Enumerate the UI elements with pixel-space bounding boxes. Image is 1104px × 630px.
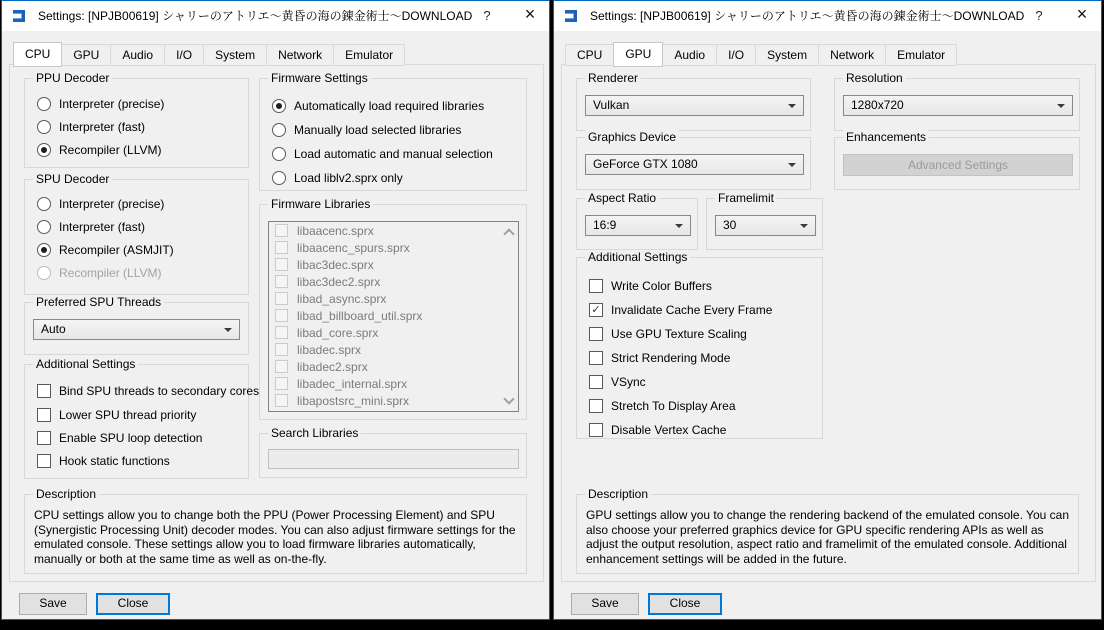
check-icon: ✓ xyxy=(591,304,601,316)
checkbox-bind-spu-threads[interactable]: Bind SPU threads to secondary cores xyxy=(37,384,259,398)
window-title: Settings: [NPJB00619] シャリーのアトリエ～黄昏の海の錬金術士～DOWNLOAD xyxy=(38,9,473,23)
radio-spu-interpreter-precise[interactable]: Interpreter (precise) xyxy=(37,197,164,211)
group-label: Renderer xyxy=(585,71,641,85)
radio-ppu-interpreter-precise[interactable]: Interpreter (precise) xyxy=(37,97,164,111)
group-firmware-libraries xyxy=(259,197,527,420)
rpcs3-logo-icon xyxy=(12,8,29,24)
tab-network[interactable]: Network xyxy=(818,44,886,66)
dropdown-arrow-icon xyxy=(1057,104,1065,108)
checkbox-icon xyxy=(275,343,288,356)
tab-cpu[interactable]: CPU xyxy=(13,42,62,67)
tab-bar xyxy=(13,42,404,66)
tab-emulator[interactable]: Emulator xyxy=(885,44,957,66)
tab-network[interactable]: Network xyxy=(266,44,334,66)
group-aspect-ratio xyxy=(576,191,698,250)
save-button[interactable]: Save xyxy=(19,593,87,615)
checkbox-icon xyxy=(589,351,603,365)
checkbox-icon xyxy=(37,431,51,445)
radio-icon xyxy=(37,220,51,234)
dropdown-arrow-icon xyxy=(675,224,683,228)
titlebar[interactable] xyxy=(554,1,1101,31)
radio-icon xyxy=(37,197,51,211)
tab-emulator[interactable]: Emulator xyxy=(333,44,405,66)
settings-window-gpu xyxy=(553,0,1102,620)
close-button[interactable]: Close xyxy=(648,593,722,615)
library-item: libaacenc.sprx xyxy=(269,222,518,239)
titlebar[interactable] xyxy=(2,1,549,31)
dropdown-arrow-icon xyxy=(800,224,808,228)
library-item: libadec_internal.sprx xyxy=(269,375,518,392)
group-label: Preferred SPU Threads xyxy=(33,295,164,309)
settings-window-cpu xyxy=(1,0,550,620)
library-item: libac3dec.sprx xyxy=(269,256,518,273)
dropdown-arrow-icon xyxy=(788,104,796,108)
group-search-libraries xyxy=(259,426,527,478)
checkbox-lower-spu-priority[interactable]: Lower SPU thread priority xyxy=(37,408,196,422)
help-icon[interactable]: ? xyxy=(483,8,491,23)
checkbox-gpu-texture-scaling[interactable]: Use GPU Texture Scaling xyxy=(589,327,747,341)
group-additional-settings-cpu xyxy=(24,357,260,479)
group-label: Resolution xyxy=(843,71,906,85)
group-label: Description xyxy=(33,487,99,501)
close-button[interactable]: Close xyxy=(96,593,170,615)
radio-ppu-interpreter-fast[interactable]: Interpreter (fast) xyxy=(37,120,145,134)
renderer-dropdown[interactable]: Vulkan xyxy=(585,95,804,116)
tab-gpu[interactable]: GPU xyxy=(61,44,111,66)
tab-bar xyxy=(565,42,956,66)
radio-spu-interpreter-fast[interactable]: Interpreter (fast) xyxy=(37,220,145,234)
vertical-scrollbar xyxy=(501,223,517,410)
group-additional-settings-gpu xyxy=(576,250,823,439)
checkbox-icon xyxy=(275,258,288,271)
tab-gpu[interactable]: GPU xyxy=(613,42,663,67)
radio-disabled-icon xyxy=(37,266,51,280)
description-text: CPU settings allow you to change both the PPU (Power Processing Element) and SPU (Synergistic Processing Unit) decoder modes. You can also adjust firmware settings for the emulated console. These settings allow you to load firmware libraries automatically, manually or both at the same time as well as on-the-fly. xyxy=(34,508,516,566)
aspect-ratio-dropdown[interactable]: 16:9 xyxy=(585,215,691,236)
group-description xyxy=(24,487,527,574)
group-label: Enhancements xyxy=(843,130,929,144)
group-resolution xyxy=(834,71,1080,131)
group-label: Description xyxy=(585,487,651,501)
checkbox-checked-icon xyxy=(589,303,603,317)
group-enhancements xyxy=(834,130,1080,190)
group-preferred-spu-threads xyxy=(24,295,249,355)
tab-system[interactable]: System xyxy=(755,44,819,66)
group-label: Additional Settings xyxy=(585,250,690,264)
checkbox-hook-static-functions[interactable]: Hook static functions xyxy=(37,454,170,468)
close-icon[interactable]: × xyxy=(1076,4,1088,24)
library-item: libad_async.sprx xyxy=(269,290,518,307)
checkbox-stretch-to-display-area[interactable]: Stretch To Display Area xyxy=(589,399,736,413)
checkbox-spu-loop-detection[interactable]: Enable SPU loop detection xyxy=(37,431,202,445)
radio-selected-icon xyxy=(272,99,286,113)
checkbox-icon xyxy=(275,292,288,305)
framelimit-dropdown[interactable]: 30 xyxy=(715,215,816,236)
advanced-settings-button: Advanced Settings xyxy=(843,154,1073,176)
group-ppu-decoder xyxy=(24,71,249,168)
checkbox-icon xyxy=(37,454,51,468)
radio-icon xyxy=(37,97,51,111)
checkbox-icon xyxy=(275,360,288,373)
close-icon[interactable]: × xyxy=(524,4,536,24)
checkbox-icon xyxy=(275,241,288,254)
checkbox-disable-vertex-cache[interactable]: Disable Vertex Cache xyxy=(589,423,726,437)
radio-load-auto-and-manual[interactable]: Load automatic and manual selection xyxy=(272,147,493,161)
group-label: Graphics Device xyxy=(585,130,679,144)
dropdown-arrow-icon xyxy=(224,328,232,332)
window-title: Settings: [NPJB00619] シャリーのアトリエ～黄昏の海の錬金術士～DOWNLOAD xyxy=(590,9,1025,23)
group-label: Firmware Settings xyxy=(268,71,371,85)
dropdown-arrow-icon xyxy=(788,163,796,167)
group-label: Aspect Ratio xyxy=(585,191,659,205)
radio-load-liblv2-only[interactable]: Load liblv2.sprx only xyxy=(272,171,403,185)
checkbox-vsync[interactable]: VSync xyxy=(589,375,646,389)
resolution-dropdown[interactable]: 1280x720 xyxy=(843,95,1073,116)
group-firmware-settings xyxy=(259,71,527,191)
group-spu-decoder xyxy=(24,172,249,295)
checkbox-icon xyxy=(37,384,51,398)
radio-selected-icon xyxy=(37,243,51,257)
radio-auto-load-libraries[interactable]: Automatically load required libraries xyxy=(272,99,484,113)
description-text: GPU settings allow you to change the rendering backend of the emulated console. You can also choose your preferred graphics device for GPU specific rendering APIs as well as adjust the output resolution, aspect ratio and framelimit of the emulated console. Additional enhancement settings will be added in the future. xyxy=(586,508,1069,566)
checkbox-icon xyxy=(275,326,288,339)
tab-audio[interactable]: Audio xyxy=(662,44,717,66)
group-label: PPU Decoder xyxy=(33,71,112,85)
help-icon[interactable]: ? xyxy=(1035,8,1043,23)
scroll-up-icon xyxy=(503,228,514,239)
checkbox-icon xyxy=(275,275,288,288)
radio-manual-load-libraries[interactable]: Manually load selected libraries xyxy=(272,123,461,137)
group-framelimit xyxy=(706,191,823,250)
library-item: libad_billboard_util.sprx xyxy=(269,307,518,324)
checkbox-icon xyxy=(589,423,603,437)
checkbox-write-color-buffers[interactable]: Write Color Buffers xyxy=(589,279,712,293)
checkbox-icon xyxy=(275,394,288,407)
checkbox-invalidate-cache-every-frame[interactable]: ✓ Invalidate Cache Every Frame xyxy=(589,303,772,317)
radio-spu-recompiler-llvm-disabled: Recompiler (LLVM) xyxy=(37,266,161,280)
radio-icon xyxy=(272,123,286,137)
tab-audio[interactable]: Audio xyxy=(110,44,165,66)
library-item: libadec2.sprx xyxy=(269,358,518,375)
radio-icon xyxy=(272,147,286,161)
group-renderer xyxy=(576,71,811,131)
checkbox-icon xyxy=(589,375,603,389)
tab-io[interactable]: I/O xyxy=(164,44,204,66)
group-description xyxy=(576,487,1079,574)
group-label: Firmware Libraries xyxy=(268,197,373,211)
tab-io[interactable]: I/O xyxy=(716,44,756,66)
library-item: libaacenc_spurs.sprx xyxy=(269,239,518,256)
spu-threads-dropdown[interactable]: Auto xyxy=(33,319,240,340)
checkbox-icon xyxy=(275,224,288,237)
checkbox-icon xyxy=(589,327,603,341)
group-label: Search Libraries xyxy=(268,426,361,440)
checkbox-icon xyxy=(37,408,51,422)
checkbox-icon xyxy=(275,309,288,322)
radio-spu-recompiler-asmjit[interactable]: Recompiler (ASMJIT) xyxy=(37,243,174,257)
radio-icon xyxy=(37,120,51,134)
radio-ppu-recompiler-llvm[interactable]: Recompiler (LLVM) xyxy=(37,143,161,157)
library-item: libad_core.sprx xyxy=(269,324,518,341)
save-button[interactable]: Save xyxy=(571,593,639,615)
rpcs3-logo-icon xyxy=(564,8,581,24)
checkbox-icon xyxy=(589,399,603,413)
scroll-down-icon xyxy=(503,393,514,404)
search-libraries-input xyxy=(268,449,519,469)
group-label: SPU Decoder xyxy=(33,172,112,186)
checkbox-icon xyxy=(589,279,603,293)
group-graphics-device xyxy=(576,130,811,190)
library-item: libadec.sprx xyxy=(269,341,518,358)
group-label: Additional Settings xyxy=(33,357,138,371)
radio-selected-icon xyxy=(37,143,51,157)
firmware-libraries-list xyxy=(268,221,519,412)
library-item: libac3dec2.sprx xyxy=(269,273,518,290)
checkbox-icon xyxy=(275,377,288,390)
graphics-device-dropdown[interactable]: GeForce GTX 1080 xyxy=(585,154,804,175)
checkbox-strict-rendering-mode[interactable]: Strict Rendering Mode xyxy=(589,351,730,365)
group-label: Framelimit xyxy=(715,191,777,205)
library-item: libapostsrc_mini.sprx xyxy=(269,392,518,409)
radio-icon xyxy=(272,171,286,185)
tab-system[interactable]: System xyxy=(203,44,267,66)
tab-cpu[interactable]: CPU xyxy=(565,44,614,66)
